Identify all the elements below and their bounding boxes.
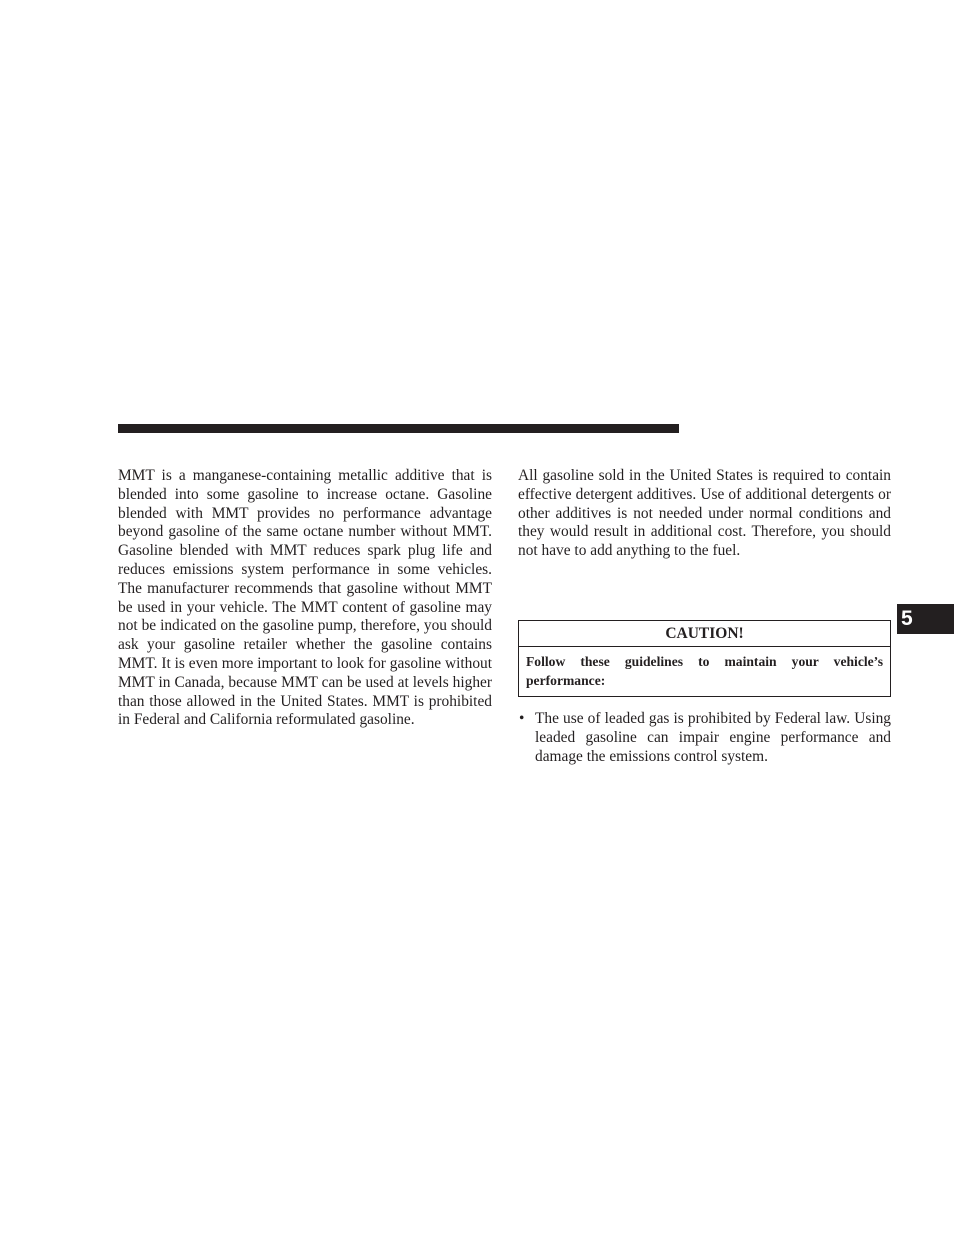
list-item <box>518 710 891 766</box>
mmt-paragraph: MMT is a manganese-containing metallic additive that is blended into some gasoline to increase octane. Gasoline blended with MMT provides no performance advantage beyond gasoline of the same octane number without MMT. Gasoline blended with MMT reduces spark plug life and reduces emissions system performance in some vehicles. The manufacturer recommends that gasoline without MMT be used in your vehicle. The MMT content of gasoline may not be indicated on the gasoline pump, therefore, you should ask your gasoline retailer whether the gasoline contains MMT. It is even more important to look for gasoline without MMT in Canada, because MMT can be used at levels higher than those allowed in the United States. MMT is prohibited in Federal and California reformulated gasoline. <box>118 467 492 729</box>
bullet-icon: • <box>519 710 525 727</box>
chapter-tab: 5 <box>897 604 954 634</box>
caution-bullet-list <box>518 710 891 766</box>
left-column <box>118 467 492 730</box>
caution-body: Follow these guidelines to maintain your vehicle’s performance: <box>526 654 883 688</box>
detergent-paragraph: All gasoline sold in the United States is required to contain effective detergent additives. Use of additional detergents or other additives is not needed under normal conditions and they would result in additional cost. Therefore, you should not have to add anything to the fuel. <box>518 467 891 560</box>
bullet-text: The use of leaded gas is prohibited by Federal law. Using leaded gasoline can impair engine performance and damage the emissions control system. <box>535 710 891 765</box>
section-header-rule <box>118 424 679 433</box>
caution-title: CAUTION! <box>519 621 890 647</box>
right-column <box>518 467 891 561</box>
caution-box <box>518 620 891 697</box>
